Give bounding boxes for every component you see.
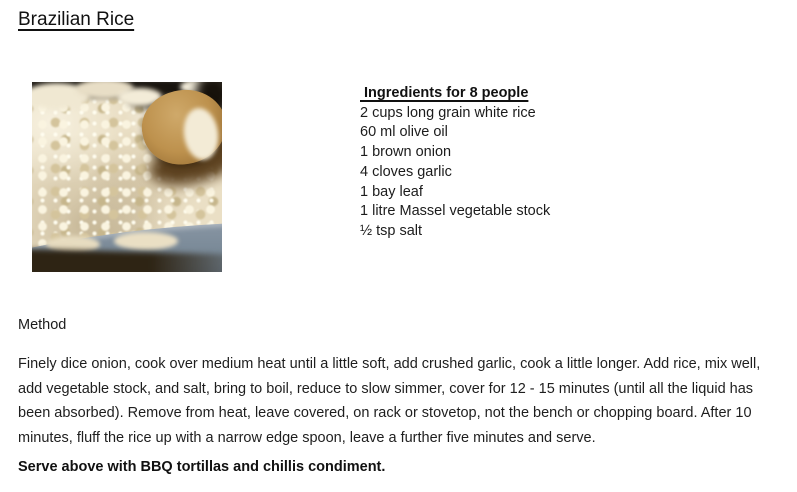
ingredients-list — [360, 104, 550, 242]
ingredient-item: 1 bay leaf — [360, 183, 423, 200]
recipe-photo — [32, 82, 222, 272]
method-paragraph: Finely dice onion, cook over medium heat until a little soft, add crushed garlic, cook a little longer. Add rice, mix well, add vegetable stock, and salt, bring to boil, reduce to slow simmer, cover for 12 - 15 minutes (until all the liquid has been absorbed). Remove from heat, leave covered, on rack or stovetop, not the bench or chopping board. After 10 minutes, fluff the rice up with a narrow edge spoon, leave a further five minutes and serve. — [18, 356, 761, 446]
ingredient-item: 4 cloves garlic — [360, 163, 452, 180]
rice-over-rim — [114, 232, 178, 250]
ingredient-item: 2 cups long grain white rice — [360, 104, 536, 121]
ingredient-item: 1 brown onion — [360, 144, 452, 161]
ingredient-item: 1 litre Massel vegetable stock — [360, 203, 551, 220]
method-heading: Method — [18, 317, 67, 333]
ingredient-item: 60 ml olive oil — [360, 124, 448, 141]
page-title: Brazilian Rice — [18, 9, 135, 30]
ingredients-section — [360, 84, 550, 242]
ingredient-item: ½ tsp salt — [360, 222, 423, 239]
ingredients-heading: Ingredients for 8 people — [360, 85, 529, 101]
pot-base-shadow — [32, 249, 222, 272]
serving-suggestion: Serve above with BBQ tortillas and chillis condiment. — [18, 459, 386, 475]
